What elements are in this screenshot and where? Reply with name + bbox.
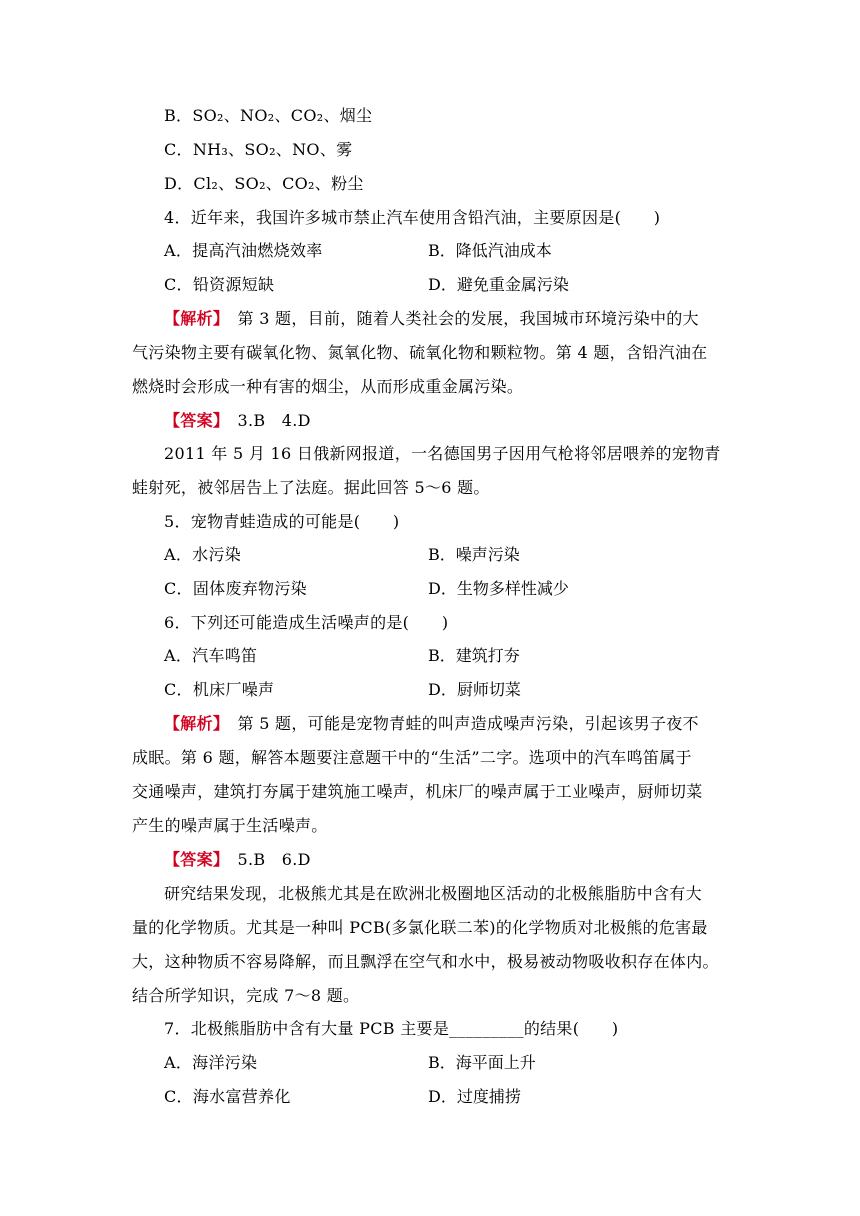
q4-option-c: C．铅资源短缺: [164, 275, 275, 294]
q6-option-c: C．机床厂噪声: [164, 680, 275, 699]
q3-option-c: C．NH₃、SO₂、NO、雾: [164, 140, 353, 159]
answer-1: 【答案】 3.B 4.D: [164, 411, 311, 430]
passage-1-line-1: 2011 年 5 月 16 日俄新网报道，一名德国男子因用气枪将邻居喂养的宠物青: [164, 444, 721, 463]
q4-option-d: D．避免重金属污染: [428, 275, 569, 294]
q4-stem: 4．近年来，我国许多城市禁止汽车使用含铅汽油，主要原因是( ): [164, 208, 661, 227]
q3-option-b: B．SO₂、NO₂、CO₂、烟尘: [164, 106, 373, 125]
q7-stem: 7．北极熊脂肪中含有大量 PCB 主要是_________的结果( ): [164, 1019, 619, 1038]
q4-option-b: B．降低汽油成本: [428, 241, 552, 260]
analysis-tag: 【解析】: [164, 309, 222, 328]
q7-option-c: C．海水富营养化: [164, 1087, 291, 1106]
q6-option-a: A．汽车鸣笛: [164, 646, 258, 665]
q3-option-d: D．Cl₂、SO₂、CO₂、粉尘: [164, 174, 364, 193]
analysis-1-line-2: 气污染物主要有碳氧化物、氮氧化物、硫氧化物和颗粒物。第 4 题，含铅汽油在: [132, 343, 708, 362]
passage-1-line-2: 蛙射死，被邻居告上了法庭。据此回答 5～6 题。: [132, 478, 490, 497]
q6-option-d: D．厨师切菜: [428, 680, 521, 699]
q6-option-b: B．建筑打夯: [428, 646, 520, 665]
answer-2: 【答案】 5.B 6.D: [164, 850, 311, 869]
analysis-1-line-1: 【解析】 第 3 题，目前，随着人类社会的发展，我国城市环境污染中的大: [164, 309, 699, 328]
q5-option-c: C．固体废弃物污染: [164, 579, 307, 598]
q7-option-b: B．海平面上升: [428, 1053, 536, 1072]
q7-option-a: A．海洋污染: [164, 1053, 258, 1072]
analysis-2-line-1: 【解析】 第 5 题，可能是宠物青蛙的叫声造成噪声污染，引起该男子夜不: [164, 714, 699, 733]
answer-tag: 【答案】: [164, 850, 222, 869]
analysis-1-line-3: 燃烧时会形成一种有害的烟尘，从而形成重金属污染。: [132, 377, 524, 396]
analysis-2-line-4: 产生的噪声属于生活噪声。: [132, 816, 328, 835]
passage-2-line-3: 大，这种物质不容易降解，而且飘浮在空气和水中，极易被动物吸收积存在体内。: [132, 952, 719, 971]
q5-option-b: B．噪声污染: [428, 545, 520, 564]
q7-option-d: D．过度捕捞: [428, 1087, 521, 1106]
passage-2-line-2: 量的化学物质。尤其是一种叫 PCB(多氯化联二苯)的化学物质对北极熊的危害最: [132, 918, 708, 937]
q5-option-d: D．生物多样性减少: [428, 579, 569, 598]
analysis-2-line-3: 交通噪声，建筑打夯属于建筑施工噪声，机床厂的噪声属于工业噪声，厨师切菜: [132, 782, 703, 801]
analysis-tag: 【解析】: [164, 714, 222, 733]
passage-2-line-4: 结合所学知识，完成 7～8 题。: [132, 986, 360, 1005]
analysis-2-line-2: 成眠。第 6 题，解答本题要注意题干中的“生活”二字。选项中的汽车鸣笛属于: [132, 748, 692, 767]
q5-stem: 5．宠物青蛙造成的可能是( ): [164, 512, 400, 531]
passage-2-line-1: 研究结果发现，北极熊尤其是在欧洲北极圈地区活动的北极熊脂肪中含有大: [164, 884, 702, 903]
q6-stem: 6．下列还可能造成生活噪声的是( ): [164, 613, 449, 632]
answer-tag: 【答案】: [164, 411, 222, 430]
q5-option-a: A．水污染: [164, 545, 242, 564]
q4-option-a: A．提高汽油燃烧效率: [164, 241, 323, 260]
